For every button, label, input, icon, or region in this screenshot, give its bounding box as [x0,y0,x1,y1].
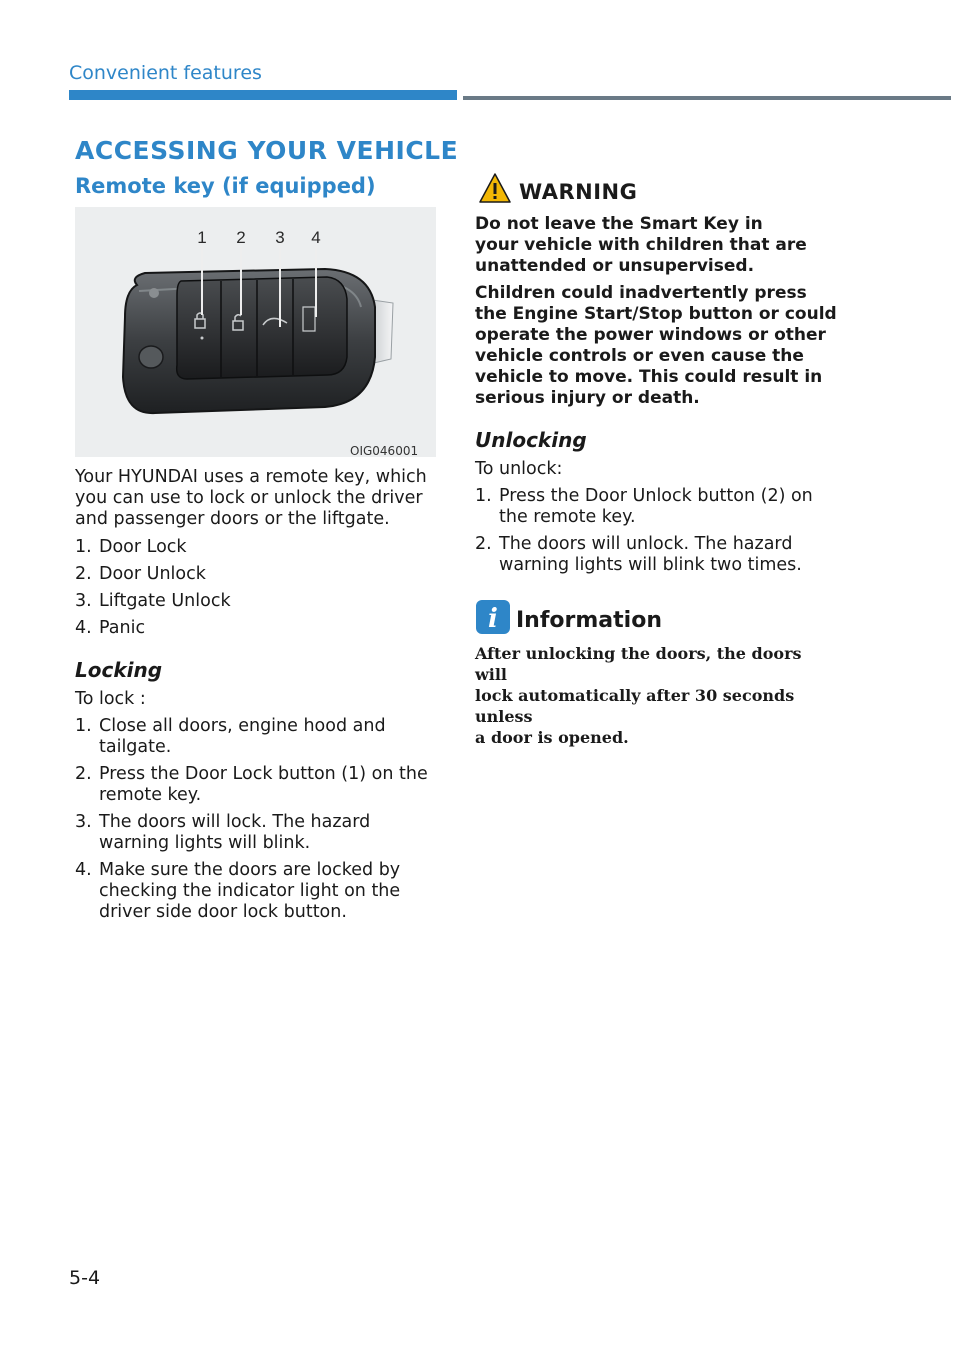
section-title: ACCESSING YOUR VEHICLE [75,136,459,165]
unlocking-step: 1. Press the Door Unlock button (2) on the remote key. [475,486,813,527]
remote-key-illustration [75,207,436,457]
locking-lead: To lock : [75,689,146,709]
locking-step: 4. Make sure the doors are locked by checking the indicator light on the driver side door lock button. [75,860,401,922]
unlocking-lead: To unlock: [475,459,563,479]
locking-step: 2. Press the Door Lock button (1) on the remote key. [75,764,428,805]
callout-2: 2 [236,228,246,247]
warning-paragraph-2: Children could inadvertently press the Engine Start/Stop button or could operate the power windows or other vehicle controls or even cause the vehicle to move. This could result in serious injury or death. [475,283,837,408]
callout-1: 1 [197,228,207,247]
running-header: Convenient features [69,62,262,84]
list-item: 1. Door Lock [75,537,187,557]
callout-4: 4 [311,228,321,247]
warning-icon [478,172,512,208]
page-number: 5-4 [69,1267,101,1289]
information-title: Information [516,608,662,633]
list-item: 4. Panic [75,618,146,638]
intro-paragraph: Your HYUNDAI uses a remote key, which you can use to lock or unlock the driver and passenger doors or the liftgate. [75,467,427,529]
header-rule-blue [69,90,457,100]
header-rule-gray [463,96,951,100]
warning-title: WARNING [519,180,638,204]
unlocking-heading: Unlocking [475,428,587,452]
info-icon [476,600,510,638]
remote-key-figure [75,207,436,457]
figure-caption: OIG046001 [350,444,419,458]
information-text: After unlocking the doors, the doors will lock automatically after 30 seconds unless a door is opened. [475,644,802,747]
locking-step: 1. Close all doors, engine hood and tailgate. [75,716,386,757]
list-item: 2. Door Unlock [75,564,206,584]
list-item: 3. Liftgate Unlock [75,591,231,611]
warning-paragraph-1: Do not leave the Smart Key in your vehicle with children that are unattended or unsupervised. [475,214,807,276]
callout-3: 3 [275,228,285,247]
remote-key-title: Remote key (if equipped) [75,174,376,198]
unlocking-step: 2. The doors will unlock. The hazard warning lights will blink two times. [475,534,802,575]
locking-heading: Locking [75,658,163,682]
svg-text:i: i [488,604,498,634]
locking-step: 3. The doors will lock. The hazard warning lights will blink. [75,812,371,853]
